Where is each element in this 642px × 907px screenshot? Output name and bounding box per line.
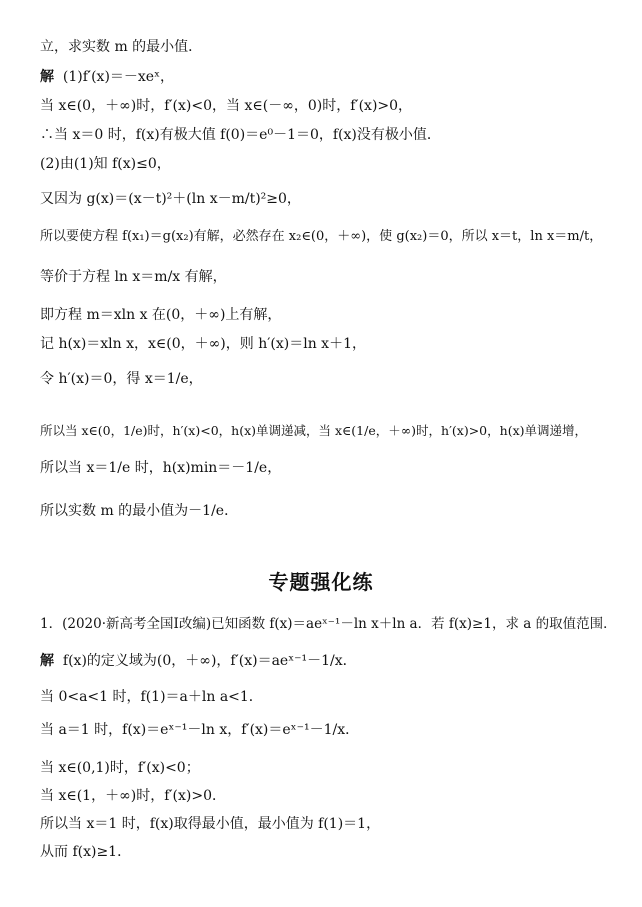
- text-line: 所以当 x＝1 时，f(x)取得最小值，最小值为 f(1)＝1，: [40, 816, 381, 832]
- text-line: 当 x∈(0，＋∞)时，f′(x)<0，当 x∈(－∞，0)时，f′(x)>0，: [40, 98, 413, 114]
- solution-line: [40, 68, 174, 86]
- text-line: 记 h(x)＝xln x，x∈(0，＋∞)，则 h′(x)＝ln x＋1，: [40, 336, 366, 352]
- text-line: 当 x∈(0,1)时，f′(x)<0；: [40, 760, 200, 776]
- text-line: 当 x∈(1，＋∞)时，f′(x)>0．: [40, 788, 227, 804]
- text-line: 所以当 x∈(0，1/e)时，h′(x)<0，h(x)单调递减，当 x∈(1/e，＋∞)时，h′(x)>0，h(x)单调递增，: [40, 423, 587, 438]
- text-line: ∴当 x＝0 时，f(x)有极大值 f(0)＝e⁰－1＝0，f(x)没有极小值．: [40, 127, 441, 143]
- text-line: 所以当 x＝1/e 时，h(x)min＝－1/e，: [40, 460, 282, 476]
- solution-label: 解: [40, 69, 54, 85]
- text-span: f(x)的定义域为(0，＋∞)，f′(x)＝aeˣ⁻¹－1/x．: [62, 653, 357, 669]
- solution-label: 解: [40, 653, 54, 669]
- text-span: (1)f′(x)＝－xeˣ，: [62, 69, 175, 85]
- text-line: 所以实数 m 的最小值为－1/e．: [40, 503, 239, 519]
- text-line: 立，求实数 m 的最小值．: [40, 39, 203, 55]
- section-title: 专题强化练: [268, 570, 374, 594]
- text-line: 当 a＝1 时，f(x)＝eˣ⁻¹－ln x，f′(x)＝eˣ⁻¹－1/x．: [40, 722, 360, 738]
- text-line: 当 0<a<1 时，f(1)＝a＋ln a<1．: [40, 689, 263, 705]
- text-line: 所以要使方程 f(x₁)＝g(x₂)有解，必然存在 x₂∈(0，＋∞)，使 g(x₂)＝0，所以 x＝t，ln x＝m/t，: [40, 229, 603, 244]
- text-line: 即方程 m＝xln x 在(0，＋∞)上有解，: [40, 307, 282, 323]
- text-line: 令 h′(x)＝0，得 x＝1/e，: [40, 371, 203, 387]
- solution-line: [40, 652, 357, 670]
- text-line: 从而 f(x)≥1．: [40, 844, 132, 860]
- exercise-line: 1．(2020·新高考全国Ⅰ改编)已知函数 f(x)＝aeˣ⁻¹－ln x＋ln a．若 f(x)≥1，求 a 的取值范围．: [40, 616, 617, 632]
- text-line: 又因为 g(x)＝(x－t)²＋(ln x－m/t)²≥0，: [40, 191, 301, 207]
- text-line: (2)由(1)知 f(x)≤0，: [40, 156, 171, 172]
- text-line: 等价于方程 ln x＝m/x 有解，: [40, 269, 227, 285]
